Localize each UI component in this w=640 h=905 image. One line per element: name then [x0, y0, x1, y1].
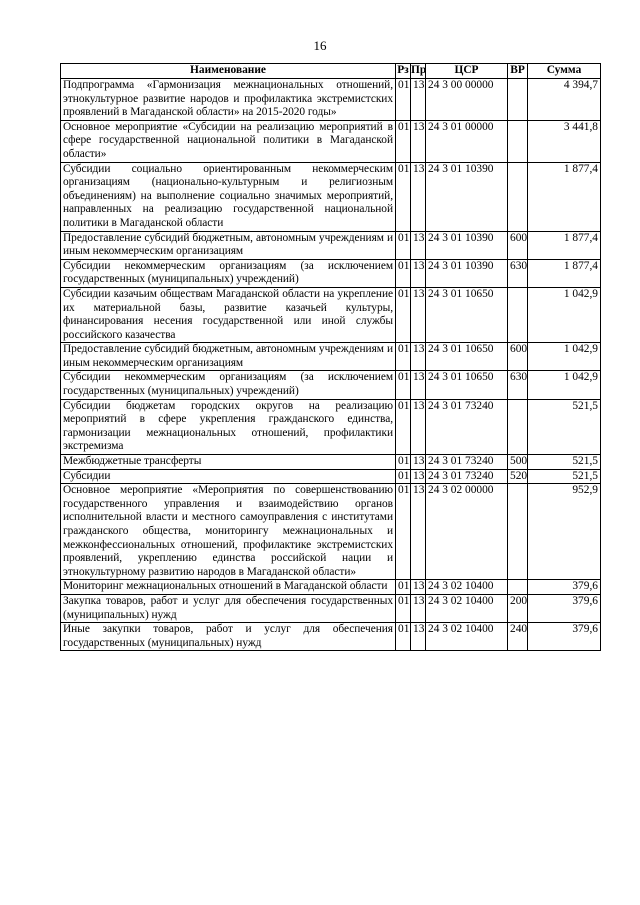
- row-sum: 521,5: [528, 455, 601, 470]
- row-vr: [508, 580, 528, 595]
- table-row: [61, 371, 601, 399]
- row-pr: 13: [411, 455, 426, 470]
- row-csr: 24 3 01 73240: [426, 469, 508, 484]
- row-vr: 630: [508, 371, 528, 399]
- row-vr: [508, 79, 528, 121]
- row-rz: 01: [396, 455, 411, 470]
- row-name: Подпрограмма «Гармонизация межнациональных отношений, этнокультурное развитие народов и профилактика экстремистских проявлений в Магаданской области» на 2015-2020 годы»: [61, 79, 396, 121]
- row-rz: 01: [396, 469, 411, 484]
- row-sum: 952,9: [528, 484, 601, 580]
- row-pr: 13: [411, 162, 426, 231]
- table-row: [61, 287, 601, 342]
- page-number: 16: [313, 38, 327, 53]
- row-rz: 01: [396, 623, 411, 651]
- row-name: Иные закупки товаров, работ и услуг для обеспечения государственных (муниципальных) нужд: [61, 623, 396, 651]
- row-rz: 01: [396, 120, 411, 162]
- row-sum: 1 042,9: [528, 371, 601, 399]
- row-name: Субсидии некоммерческим организациям (за исключением государственных (муниципальных) учреждений): [61, 371, 396, 399]
- column-header-pr: Пр: [411, 64, 426, 79]
- row-csr: 24 3 01 10390: [426, 162, 508, 231]
- row-vr: [508, 399, 528, 454]
- row-name: Субсидии некоммерческим организациям (за исключением государственных (муниципальных) учреждений): [61, 259, 396, 287]
- row-sum: 1 877,4: [528, 231, 601, 259]
- row-pr: 13: [411, 231, 426, 259]
- table-header-row: [61, 64, 601, 79]
- row-rz: 01: [396, 287, 411, 342]
- row-csr: 24 3 01 10390: [426, 231, 508, 259]
- row-rz: 01: [396, 580, 411, 595]
- table-row: [61, 343, 601, 371]
- column-header-rz: Рз: [396, 64, 411, 79]
- row-name: Субсидии социально ориентированным некоммерческим организациям (национально-культурным и религиозным объединениям) на выполнение социально значимых мероприятий, направленных на реализацию государственной национальной политики в Магаданской области: [61, 162, 396, 231]
- row-sum: 379,6: [528, 594, 601, 622]
- row-pr: 13: [411, 259, 426, 287]
- row-name: Субсидии казачьим обществам Магаданской области на укрепление их материальной базы, развитие казачьей культуры, финансирования несения государственной или иной службы российского казачества: [61, 287, 396, 342]
- table-row: [61, 455, 601, 470]
- row-pr: 13: [411, 399, 426, 454]
- row-pr: 13: [411, 484, 426, 580]
- row-pr: 13: [411, 343, 426, 371]
- row-csr: 24 3 00 00000: [426, 79, 508, 121]
- row-name: Субсидии бюджетам городских округов на реализацию мероприятий в сфере укрепления гражданского единства, гармонизации межнациональных отношений, профилактики экстремизма: [61, 399, 396, 454]
- row-name: Основное мероприятие «Субсидии на реализацию мероприятий в сфере государственной национальной политики в Магаданской области»: [61, 120, 396, 162]
- row-vr: 240: [508, 623, 528, 651]
- row-sum: 1 877,4: [528, 162, 601, 231]
- table-row: [61, 399, 601, 454]
- table-row: [61, 231, 601, 259]
- table-row: [61, 120, 601, 162]
- table-row: [61, 484, 601, 580]
- row-name: Основное мероприятие «Мероприятия по совершенствованию государственного управления и взаимодействию органов исполнительной власти и местного самоуправления с институтами гражданского общества, мониторингу межнациональных и межконфессиональных отношений, профилактике экстремистских проявлений, укреплению единства российской нации и этнокультурному развитию народов в Магаданской области»: [61, 484, 396, 580]
- row-sum: 3 441,8: [528, 120, 601, 162]
- row-rz: 01: [396, 594, 411, 622]
- row-vr: 630: [508, 259, 528, 287]
- row-pr: 13: [411, 79, 426, 121]
- row-sum: 379,6: [528, 580, 601, 595]
- row-name: Предоставление субсидий бюджетным, автономным учреждениям и иным некоммерческим организациям: [61, 231, 396, 259]
- row-vr: 500: [508, 455, 528, 470]
- budget-table: [60, 63, 601, 651]
- row-vr: 600: [508, 343, 528, 371]
- row-pr: 13: [411, 594, 426, 622]
- row-sum: 1 042,9: [528, 287, 601, 342]
- row-sum: 521,5: [528, 399, 601, 454]
- row-pr: 13: [411, 371, 426, 399]
- row-vr: [508, 287, 528, 342]
- row-rz: 01: [396, 343, 411, 371]
- row-pr: 13: [411, 469, 426, 484]
- row-sum: 379,6: [528, 623, 601, 651]
- row-csr: 24 3 02 10400: [426, 580, 508, 595]
- table-row: [61, 623, 601, 651]
- row-vr: 520: [508, 469, 528, 484]
- row-name: Закупка товаров, работ и услуг для обеспечения государственных (муниципальных) нужд: [61, 594, 396, 622]
- row-csr: 24 3 01 73240: [426, 399, 508, 454]
- table-row: [61, 79, 601, 121]
- row-pr: 13: [411, 623, 426, 651]
- row-csr: 24 3 01 10650: [426, 371, 508, 399]
- row-rz: 01: [396, 484, 411, 580]
- table-row: [61, 162, 601, 231]
- row-rz: 01: [396, 231, 411, 259]
- table-row: [61, 580, 601, 595]
- row-vr: [508, 484, 528, 580]
- row-vr: [508, 162, 528, 231]
- row-csr: 24 3 02 00000: [426, 484, 508, 580]
- row-csr: 24 3 01 10390: [426, 259, 508, 287]
- row-name: Предоставление субсидий бюджетным, автономным учреждениям и иным некоммерческим организациям: [61, 343, 396, 371]
- table-row: [61, 469, 601, 484]
- row-csr: 24 3 01 10650: [426, 287, 508, 342]
- row-vr: 200: [508, 594, 528, 622]
- row-rz: 01: [396, 399, 411, 454]
- column-header-name: Наименование: [61, 64, 396, 79]
- row-name: Межбюджетные трансферты: [61, 455, 396, 470]
- row-name: Субсидии: [61, 469, 396, 484]
- row-sum: 521,5: [528, 469, 601, 484]
- row-csr: 24 3 01 00000: [426, 120, 508, 162]
- table-row: [61, 259, 601, 287]
- row-sum: 4 394,7: [528, 79, 601, 121]
- row-pr: 13: [411, 580, 426, 595]
- row-sum: 1 877,4: [528, 259, 601, 287]
- row-csr: 24 3 01 73240: [426, 455, 508, 470]
- row-pr: 13: [411, 287, 426, 342]
- row-vr: 600: [508, 231, 528, 259]
- row-rz: 01: [396, 79, 411, 121]
- row-rz: 01: [396, 371, 411, 399]
- column-header-csr: ЦСР: [426, 64, 508, 79]
- row-rz: 01: [396, 162, 411, 231]
- table-row: [61, 594, 601, 622]
- row-rz: 01: [396, 259, 411, 287]
- row-pr: 13: [411, 120, 426, 162]
- row-csr: 24 3 01 10650: [426, 343, 508, 371]
- row-name: Мониторинг межнациональных отношений в Магаданской области: [61, 580, 396, 595]
- column-header-vr: ВР: [508, 64, 528, 79]
- row-sum: 1 042,9: [528, 343, 601, 371]
- column-header-sum: Сумма: [528, 64, 601, 79]
- row-csr: 24 3 02 10400: [426, 623, 508, 651]
- row-csr: 24 3 02 10400: [426, 594, 508, 622]
- row-vr: [508, 120, 528, 162]
